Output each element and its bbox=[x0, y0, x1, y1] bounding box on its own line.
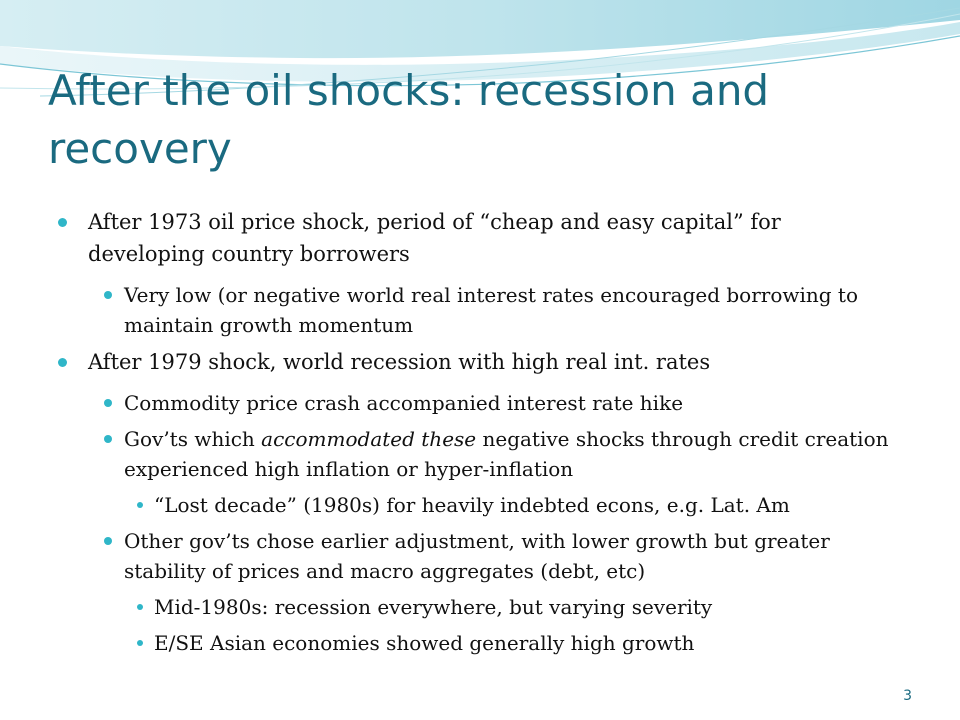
bullet-1973-oil-shock bbox=[0, 206, 960, 270]
bullet-text: After 1973 oil price shock, period of “cheap and easy capital” for developing country borrowers bbox=[88, 210, 781, 266]
bullet-dot-icon bbox=[58, 358, 67, 367]
page-number: 3 bbox=[903, 688, 912, 704]
bullet-text-post: negative shocks through credit creation experienced high inflation or hyper-inflation bbox=[124, 427, 889, 481]
subsubbullet-lost-decade bbox=[0, 490, 960, 520]
subbullet-govts-accommodated bbox=[0, 424, 960, 484]
bullet-1979-shock bbox=[0, 346, 960, 378]
bullet-text-emphasis: accommodated these bbox=[261, 427, 477, 451]
slide-content bbox=[0, 206, 960, 664]
bullet-dot-icon bbox=[104, 291, 112, 299]
subbullet-low-interest bbox=[0, 280, 960, 340]
subsubbullet-east-asia bbox=[0, 628, 960, 658]
bullet-dot-icon bbox=[104, 399, 112, 407]
bullet-dot-icon bbox=[137, 604, 143, 610]
bullet-text: Other gov’ts chose earlier adjustment, with lower growth but greater stability of prices and macro aggregates (debt, etc) bbox=[124, 529, 830, 583]
bullet-text: E/SE Asian economies showed generally high growth bbox=[154, 631, 695, 655]
subsubbullet-mid-1980s bbox=[0, 592, 960, 622]
bullet-dot-icon bbox=[104, 435, 112, 443]
subbullet-earlier-adjustment bbox=[0, 526, 960, 586]
slide-title: After the oil shocks: recession and recovery bbox=[48, 66, 770, 173]
bullet-dot-icon bbox=[58, 218, 67, 227]
bullet-text: “Lost decade” (1980s) for heavily indebted econs, e.g. Lat. Am bbox=[154, 493, 790, 517]
bullet-text: Mid-1980s: recession everywhere, but varying severity bbox=[154, 595, 713, 619]
bullet-dot-icon bbox=[104, 537, 112, 545]
subbullet-commodity-crash bbox=[0, 388, 960, 418]
bullet-dot-icon bbox=[137, 640, 143, 646]
bullet-text-pre: Gov’ts which bbox=[124, 427, 262, 451]
bullet-text: Very low (or negative world real interest rates encouraged borrowing to maintain growth momentum bbox=[124, 283, 859, 337]
bullet-text: After 1979 shock, world recession with high real int. rates bbox=[88, 350, 711, 374]
bullet-text: Commodity price crash accompanied interest rate hike bbox=[124, 391, 684, 415]
bullet-dot-icon bbox=[137, 502, 143, 508]
